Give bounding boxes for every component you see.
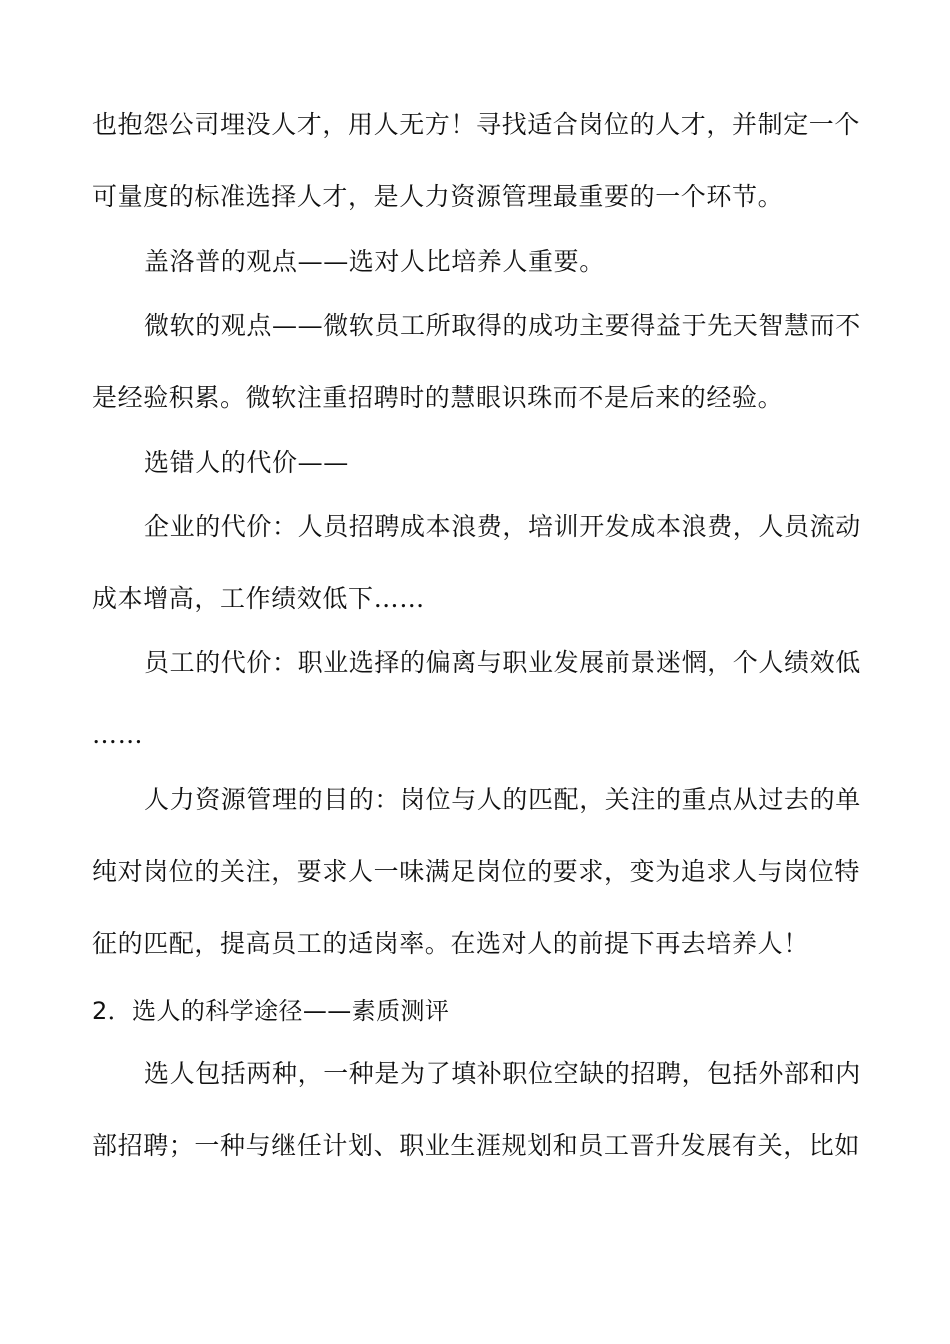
paragraph-line: 成本增高，工作绩效低下…… xyxy=(92,584,425,613)
paragraph-line: 是经验积累。微软注重招聘时的慧眼识珠而不是后来的经验。 xyxy=(92,383,784,412)
paragraph-line: 部招聘；一种与继任计划、职业生涯规划和员工晋升发展有关，比如 xyxy=(92,1131,861,1160)
paragraph-line: …… xyxy=(92,720,144,749)
paragraph-line: 征的匹配，提高员工的适岗率。在选对人的前提下再去培养人！ xyxy=(92,929,809,958)
paragraph-line: 可量度的标准选择人才，是人力资源管理最重要的一个环节。 xyxy=(92,182,784,211)
section-heading: 2．选人的科学途径——素质测评 xyxy=(92,997,450,1025)
paragraph-line: 员工的代价：职业选择的偏离与职业发展前景迷惘，个人绩效低 xyxy=(144,648,861,677)
paragraph-line: 企业的代价：人员招聘成本浪费，培训开发成本浪费，人员流动 xyxy=(144,512,861,541)
paragraph-line: 选错人的代价—— xyxy=(144,448,349,477)
paragraph-line: 纯对岗位的关注，要求人一味满足岗位的要求，变为追求人与岗位特 xyxy=(92,857,861,886)
paragraph-line: 也抱怨公司埋没人才，用人无方！寻找适合岗位的人才，并制定一个 xyxy=(92,110,861,139)
paragraph-line: 人力资源管理的目的：岗位与人的匹配，关注的重点从过去的单 xyxy=(144,785,861,814)
paragraph-line: 微软的观点——微软员工所取得的成功主要得益于先天智慧而不 xyxy=(144,311,861,340)
paragraph-line: 选人包括两种，一种是为了填补职位空缺的招聘，包括外部和内 xyxy=(144,1059,861,1088)
paragraph-line: 盖洛普的观点——选对人比培养人重要。 xyxy=(144,247,605,276)
